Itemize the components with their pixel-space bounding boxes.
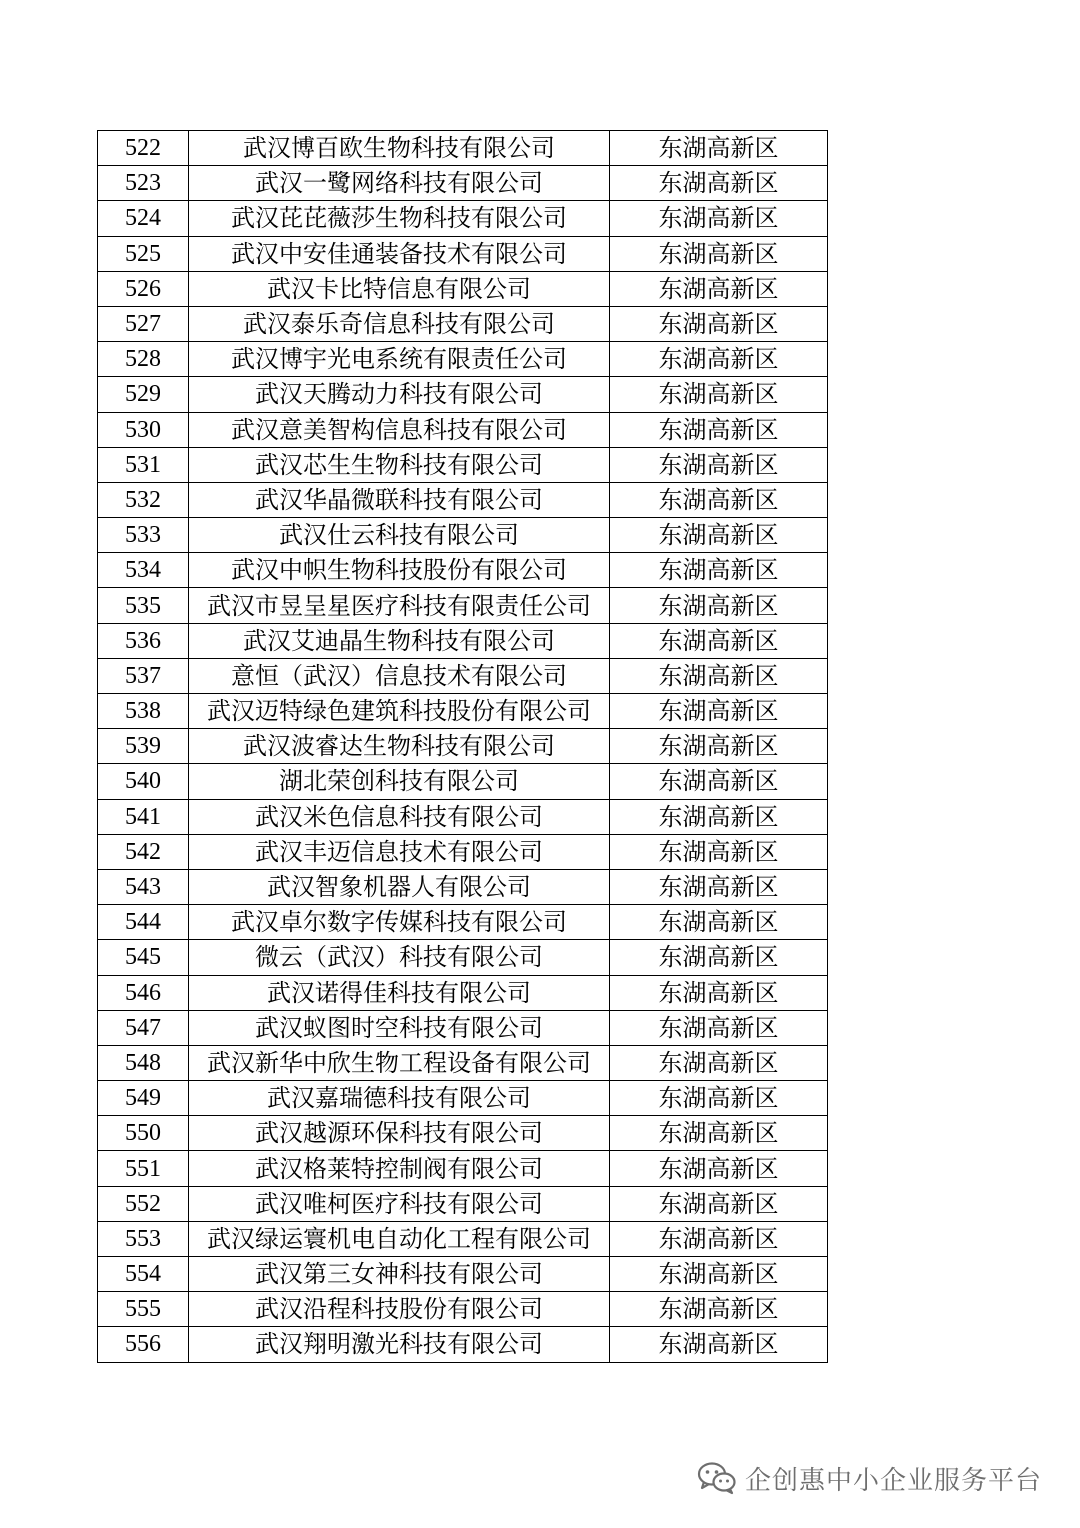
district-name: 东湖高新区 (610, 306, 828, 341)
district-name: 东湖高新区 (610, 518, 828, 553)
company-name: 武汉波睿达生物科技有限公司 (189, 729, 610, 764)
row-number: 551 (98, 1151, 189, 1186)
company-name: 武汉芘芘薇莎生物科技有限公司 (189, 201, 610, 236)
table-row (98, 694, 828, 729)
district-name: 东湖高新区 (610, 623, 828, 658)
district-name: 东湖高新区 (610, 905, 828, 940)
row-number: 553 (98, 1221, 189, 1256)
table-row (98, 201, 828, 236)
company-name: 武汉智象机器人有限公司 (189, 869, 610, 904)
table-row (98, 482, 828, 517)
company-name: 武汉绿运寰机电自动化工程有限公司 (189, 1221, 610, 1256)
row-number: 530 (98, 412, 189, 447)
company-name: 武汉第三女神科技有限公司 (189, 1257, 610, 1292)
district-name: 东湖高新区 (610, 588, 828, 623)
table-row (98, 799, 828, 834)
company-name: 武汉翔明激光科技有限公司 (189, 1327, 610, 1362)
table-row (98, 412, 828, 447)
table-row (98, 377, 828, 412)
table-row (98, 342, 828, 377)
district-name: 东湖高新区 (610, 342, 828, 377)
company-name: 湖北荣创科技有限公司 (189, 764, 610, 799)
company-name: 武汉中帜生物科技股份有限公司 (189, 553, 610, 588)
district-name: 东湖高新区 (610, 412, 828, 447)
company-name: 武汉意美智构信息科技有限公司 (189, 412, 610, 447)
district-name: 东湖高新区 (610, 1221, 828, 1256)
company-name: 武汉米色信息科技有限公司 (189, 799, 610, 834)
district-name: 东湖高新区 (610, 764, 828, 799)
district-name: 东湖高新区 (610, 1151, 828, 1186)
table-row (98, 834, 828, 869)
district-name: 东湖高新区 (610, 729, 828, 764)
company-name: 武汉越源环保科技有限公司 (189, 1116, 610, 1151)
row-number: 523 (98, 166, 189, 201)
row-number: 543 (98, 869, 189, 904)
district-name: 东湖高新区 (610, 1116, 828, 1151)
row-number: 546 (98, 975, 189, 1010)
table-row (98, 764, 828, 799)
row-number: 552 (98, 1186, 189, 1221)
table-row (98, 905, 828, 940)
company-name: 武汉芯生生物科技有限公司 (189, 447, 610, 482)
row-number: 539 (98, 729, 189, 764)
table-row (98, 1116, 828, 1151)
table-row (98, 658, 828, 693)
table-row (98, 729, 828, 764)
company-list-table (97, 130, 828, 1363)
district-name: 东湖高新区 (610, 1045, 828, 1080)
row-number: 547 (98, 1010, 189, 1045)
row-number: 548 (98, 1045, 189, 1080)
company-name: 武汉迈特绿色建筑科技股份有限公司 (189, 694, 610, 729)
table-row (98, 447, 828, 482)
district-name: 东湖高新区 (610, 975, 828, 1010)
table-row (98, 1045, 828, 1080)
company-name: 武汉中安佳通装备技术有限公司 (189, 236, 610, 271)
table-row (98, 1186, 828, 1221)
company-name: 武汉博百欧生物科技有限公司 (189, 131, 610, 166)
table-row (98, 1292, 828, 1327)
row-number: 535 (98, 588, 189, 623)
district-name: 东湖高新区 (610, 236, 828, 271)
district-name: 东湖高新区 (610, 1010, 828, 1045)
company-name: 武汉博宇光电系统有限责任公司 (189, 342, 610, 377)
table-row (98, 975, 828, 1010)
district-name: 东湖高新区 (610, 166, 828, 201)
district-name: 东湖高新区 (610, 799, 828, 834)
district-name: 东湖高新区 (610, 131, 828, 166)
district-name: 东湖高新区 (610, 834, 828, 869)
table-row (98, 1010, 828, 1045)
table-row (98, 940, 828, 975)
company-name: 武汉华晶微联科技有限公司 (189, 482, 610, 517)
company-name: 微云（武汉）科技有限公司 (189, 940, 610, 975)
wechat-icon (697, 1461, 737, 1495)
watermark-text: 企创惠中小企业服务平台 (744, 1465, 1042, 1496)
company-name: 武汉市昱呈星医疗科技有限责任公司 (189, 588, 610, 623)
table-row (98, 131, 828, 166)
company-name: 武汉泰乐奇信息科技有限公司 (189, 306, 610, 341)
district-name: 东湖高新区 (610, 658, 828, 693)
row-number: 522 (98, 131, 189, 166)
company-name: 武汉天腾动力科技有限公司 (189, 377, 610, 412)
row-number: 538 (98, 694, 189, 729)
row-number: 528 (98, 342, 189, 377)
district-name: 东湖高新区 (610, 940, 828, 975)
row-number: 544 (98, 905, 189, 940)
row-number: 542 (98, 834, 189, 869)
company-name: 意恒（武汉）信息技术有限公司 (189, 658, 610, 693)
row-number: 550 (98, 1116, 189, 1151)
row-number: 527 (98, 306, 189, 341)
district-name: 东湖高新区 (610, 694, 828, 729)
company-name: 武汉艾迪晶生物科技有限公司 (189, 623, 610, 658)
row-number: 534 (98, 553, 189, 588)
district-name: 东湖高新区 (610, 201, 828, 236)
row-number: 555 (98, 1292, 189, 1327)
table-row (98, 588, 828, 623)
row-number: 532 (98, 482, 189, 517)
company-name: 武汉卓尔数字传媒科技有限公司 (189, 905, 610, 940)
district-name: 东湖高新区 (610, 1327, 828, 1362)
district-name: 东湖高新区 (610, 553, 828, 588)
table-row (98, 1257, 828, 1292)
wechat-watermark (697, 1458, 1042, 1498)
district-name: 东湖高新区 (610, 447, 828, 482)
district-name: 东湖高新区 (610, 377, 828, 412)
district-name: 东湖高新区 (610, 1292, 828, 1327)
row-number: 540 (98, 764, 189, 799)
table-row (98, 306, 828, 341)
district-name: 东湖高新区 (610, 1081, 828, 1116)
row-number: 537 (98, 658, 189, 693)
row-number: 554 (98, 1257, 189, 1292)
row-number: 533 (98, 518, 189, 553)
row-number: 526 (98, 271, 189, 306)
table-row (98, 166, 828, 201)
company-name: 武汉诺得佳科技有限公司 (189, 975, 610, 1010)
row-number: 524 (98, 201, 189, 236)
row-number: 541 (98, 799, 189, 834)
company-name: 武汉嘉瑞德科技有限公司 (189, 1081, 610, 1116)
district-name: 东湖高新区 (610, 1257, 828, 1292)
company-name: 武汉蚁图时空科技有限公司 (189, 1010, 610, 1045)
table-row (98, 236, 828, 271)
company-name: 武汉一鹭网络科技有限公司 (189, 166, 610, 201)
company-name: 武汉唯柯医疗科技有限公司 (189, 1186, 610, 1221)
table-row (98, 553, 828, 588)
row-number: 545 (98, 940, 189, 975)
table-row (98, 1327, 828, 1362)
company-name: 武汉卡比特信息有限公司 (189, 271, 610, 306)
row-number: 556 (98, 1327, 189, 1362)
table-row (98, 623, 828, 658)
company-name: 武汉丰迈信息技术有限公司 (189, 834, 610, 869)
district-name: 东湖高新区 (610, 869, 828, 904)
row-number: 536 (98, 623, 189, 658)
table-row (98, 518, 828, 553)
row-number: 529 (98, 377, 189, 412)
table-row (98, 1081, 828, 1116)
table-row (98, 1221, 828, 1256)
table-row (98, 271, 828, 306)
district-name: 东湖高新区 (610, 271, 828, 306)
district-name: 东湖高新区 (610, 1186, 828, 1221)
company-name: 武汉沿程科技股份有限公司 (189, 1292, 610, 1327)
district-name: 东湖高新区 (610, 482, 828, 517)
row-number: 549 (98, 1081, 189, 1116)
row-number: 531 (98, 447, 189, 482)
company-name: 武汉新华中欣生物工程设备有限公司 (189, 1045, 610, 1080)
table-row (98, 869, 828, 904)
row-number: 525 (98, 236, 189, 271)
company-name: 武汉仕云科技有限公司 (189, 518, 610, 553)
company-name: 武汉格莱特控制阀有限公司 (189, 1151, 610, 1186)
table-body (98, 131, 828, 1363)
table-row (98, 1151, 828, 1186)
